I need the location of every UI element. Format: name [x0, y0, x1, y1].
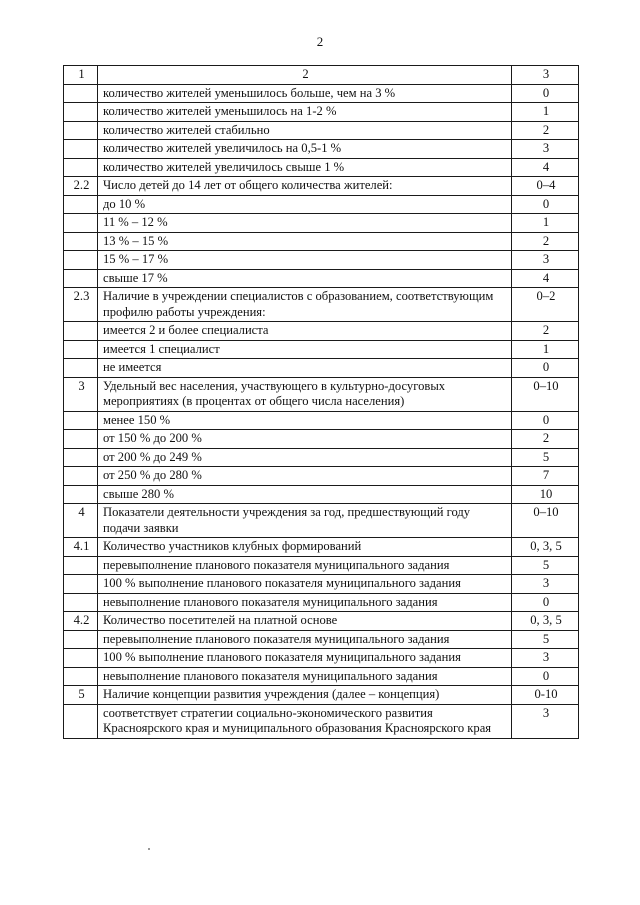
row-number-cell: [64, 667, 98, 686]
row-score-cell: 0: [512, 593, 579, 612]
row-criterion-cell: Наличие концепции развития учреждения (далее – концепция): [98, 686, 512, 705]
table-row: [64, 214, 579, 233]
row-criterion-cell: менее 150 %: [98, 411, 512, 430]
row-number-cell: [64, 140, 98, 159]
row-number-cell: [64, 322, 98, 341]
row-score-cell: 1: [512, 340, 579, 359]
table-row: [64, 340, 579, 359]
row-criterion-cell: невыполнение планового показателя муниципального задания: [98, 667, 512, 686]
row-criterion-cell: Показатели деятельности учреждения за год, предшествующий году подачи заявки: [98, 504, 512, 538]
row-score-cell: 0: [512, 84, 579, 103]
row-number-cell: [64, 630, 98, 649]
row-criterion-cell: невыполнение планового показателя муниципального задания: [98, 593, 512, 612]
page-number: 2: [316, 34, 324, 49]
row-score-cell: 5: [512, 630, 579, 649]
row-criterion-cell: перевыполнение планового показателя муниципального задания: [98, 556, 512, 575]
table-row: [64, 177, 579, 196]
row-criterion-cell: 15 % – 17 %: [98, 251, 512, 270]
row-score-cell: 0–2: [512, 288, 579, 322]
row-number-cell: 3: [64, 377, 98, 411]
table-row: [64, 612, 579, 631]
table-row: [64, 232, 579, 251]
row-criterion-cell: перевыполнение планового показателя муниципального задания: [98, 630, 512, 649]
row-criterion-cell: 11 % – 12 %: [98, 214, 512, 233]
row-number-cell: [64, 411, 98, 430]
row-criterion-cell: Число детей до 14 лет от общего количества жителей:: [98, 177, 512, 196]
table-row: [64, 593, 579, 612]
row-score-cell: 3: [512, 649, 579, 668]
row-score-cell: 3: [512, 575, 579, 594]
header-column-criterion: 2: [98, 66, 512, 85]
row-number-cell: [64, 340, 98, 359]
row-score-cell: 7: [512, 467, 579, 486]
row-score-cell: 2: [512, 121, 579, 140]
row-number-cell: [64, 103, 98, 122]
row-criterion-cell: 100 % выполнение планового показателя муниципального задания: [98, 649, 512, 668]
row-score-cell: 0, 3, 5: [512, 612, 579, 631]
row-number-cell: 5: [64, 686, 98, 705]
table-row: [64, 467, 579, 486]
row-number-cell: [64, 121, 98, 140]
row-criterion-cell: соответствует стратегии социально-экономического развития Красноярского края и муниципального образования Красноярского края: [98, 704, 512, 738]
row-number-cell: [64, 195, 98, 214]
table-row: [64, 649, 579, 668]
row-number-cell: [64, 704, 98, 738]
table-row: [64, 322, 579, 341]
table-row: [64, 140, 579, 159]
row-number-cell: [64, 649, 98, 668]
table-row: [64, 686, 579, 705]
row-criterion-cell: Наличие в учреждении специалистов с образованием, соответствующим профилю работы учреждения:: [98, 288, 512, 322]
row-number-cell: [64, 467, 98, 486]
scan-speck: [148, 848, 150, 850]
row-criterion-cell: количество жителей стабильно: [98, 121, 512, 140]
table-header-row: [64, 66, 579, 85]
row-number-cell: 2.2: [64, 177, 98, 196]
row-number-cell: [64, 232, 98, 251]
row-criterion-cell: имеется 1 специалист: [98, 340, 512, 359]
row-number-cell: [64, 214, 98, 233]
row-number-cell: [64, 575, 98, 594]
header-column-score: 3: [512, 66, 579, 85]
row-score-cell: 4: [512, 269, 579, 288]
row-number-cell: [64, 448, 98, 467]
row-criterion-cell: от 150 % до 200 %: [98, 430, 512, 449]
row-score-cell: 5: [512, 448, 579, 467]
row-criterion-cell: количество жителей уменьшилось больше, чем на 3 %: [98, 84, 512, 103]
table-row: [64, 485, 579, 504]
criteria-table-body: [64, 66, 579, 739]
table-row: [64, 704, 579, 738]
header-column-number: 1: [64, 66, 98, 85]
table-row: [64, 103, 579, 122]
row-criterion-cell: свыше 17 %: [98, 269, 512, 288]
table-row: [64, 251, 579, 270]
row-criterion-cell: имеется 2 и более специалиста: [98, 322, 512, 341]
row-score-cell: 3: [512, 251, 579, 270]
table-row: [64, 269, 579, 288]
row-criterion-cell: свыше 280 %: [98, 485, 512, 504]
row-score-cell: 0-10: [512, 686, 579, 705]
row-number-cell: 2.3: [64, 288, 98, 322]
row-score-cell: 3: [512, 704, 579, 738]
row-number-cell: [64, 158, 98, 177]
row-criterion-cell: не имеется: [98, 359, 512, 378]
table-row: [64, 84, 579, 103]
table-row: [64, 359, 579, 378]
table-row: [64, 504, 579, 538]
table-row: [64, 430, 579, 449]
table-row: [64, 575, 579, 594]
row-criterion-cell: количество жителей уменьшилось на 1-2 %: [98, 103, 512, 122]
row-number-cell: 4: [64, 504, 98, 538]
row-number-cell: [64, 485, 98, 504]
row-criterion-cell: до 10 %: [98, 195, 512, 214]
table-row: [64, 377, 579, 411]
row-score-cell: 0–10: [512, 377, 579, 411]
criteria-table: [63, 65, 579, 739]
table-row: [64, 411, 579, 430]
row-score-cell: 10: [512, 485, 579, 504]
row-number-cell: [64, 84, 98, 103]
row-score-cell: 4: [512, 158, 579, 177]
row-criterion-cell: от 200 % до 249 %: [98, 448, 512, 467]
row-score-cell: 0–10: [512, 504, 579, 538]
row-criterion-cell: 100 % выполнение планового показателя муниципального задания: [98, 575, 512, 594]
row-number-cell: [64, 251, 98, 270]
row-number-cell: [64, 593, 98, 612]
row-criterion-cell: количество жителей увеличилось свыше 1 %: [98, 158, 512, 177]
row-number-cell: [64, 269, 98, 288]
row-criterion-cell: 13 % – 15 %: [98, 232, 512, 251]
row-score-cell: 0, 3, 5: [512, 538, 579, 557]
table-row: [64, 195, 579, 214]
row-criterion-cell: количество жителей увеличилось на 0,5-1 %: [98, 140, 512, 159]
row-number-cell: 4.1: [64, 538, 98, 557]
row-number-cell: [64, 556, 98, 575]
table-row: [64, 630, 579, 649]
table-row: [64, 158, 579, 177]
row-number-cell: [64, 430, 98, 449]
row-score-cell: 2: [512, 430, 579, 449]
row-score-cell: 3: [512, 140, 579, 159]
row-score-cell: 0: [512, 195, 579, 214]
table-row: [64, 556, 579, 575]
table-row: [64, 448, 579, 467]
table-row: [64, 538, 579, 557]
row-score-cell: 0–4: [512, 177, 579, 196]
row-criterion-cell: от 250 % до 280 %: [98, 467, 512, 486]
row-score-cell: 0: [512, 667, 579, 686]
row-criterion-cell: Количество участников клубных формирований: [98, 538, 512, 557]
row-score-cell: 0: [512, 411, 579, 430]
row-score-cell: 2: [512, 232, 579, 251]
row-score-cell: 5: [512, 556, 579, 575]
table-row: [64, 667, 579, 686]
row-number-cell: 4.2: [64, 612, 98, 631]
row-criterion-cell: Удельный вес населения, участвующего в культурно-досуговых мероприятиях (в процентах от общего числа населения): [98, 377, 512, 411]
row-number-cell: [64, 359, 98, 378]
row-score-cell: 0: [512, 359, 579, 378]
row-criterion-cell: Количество посетителей на платной основе: [98, 612, 512, 631]
row-score-cell: 2: [512, 322, 579, 341]
table-row: [64, 288, 579, 322]
row-score-cell: 1: [512, 103, 579, 122]
table-row: [64, 121, 579, 140]
row-score-cell: 1: [512, 214, 579, 233]
